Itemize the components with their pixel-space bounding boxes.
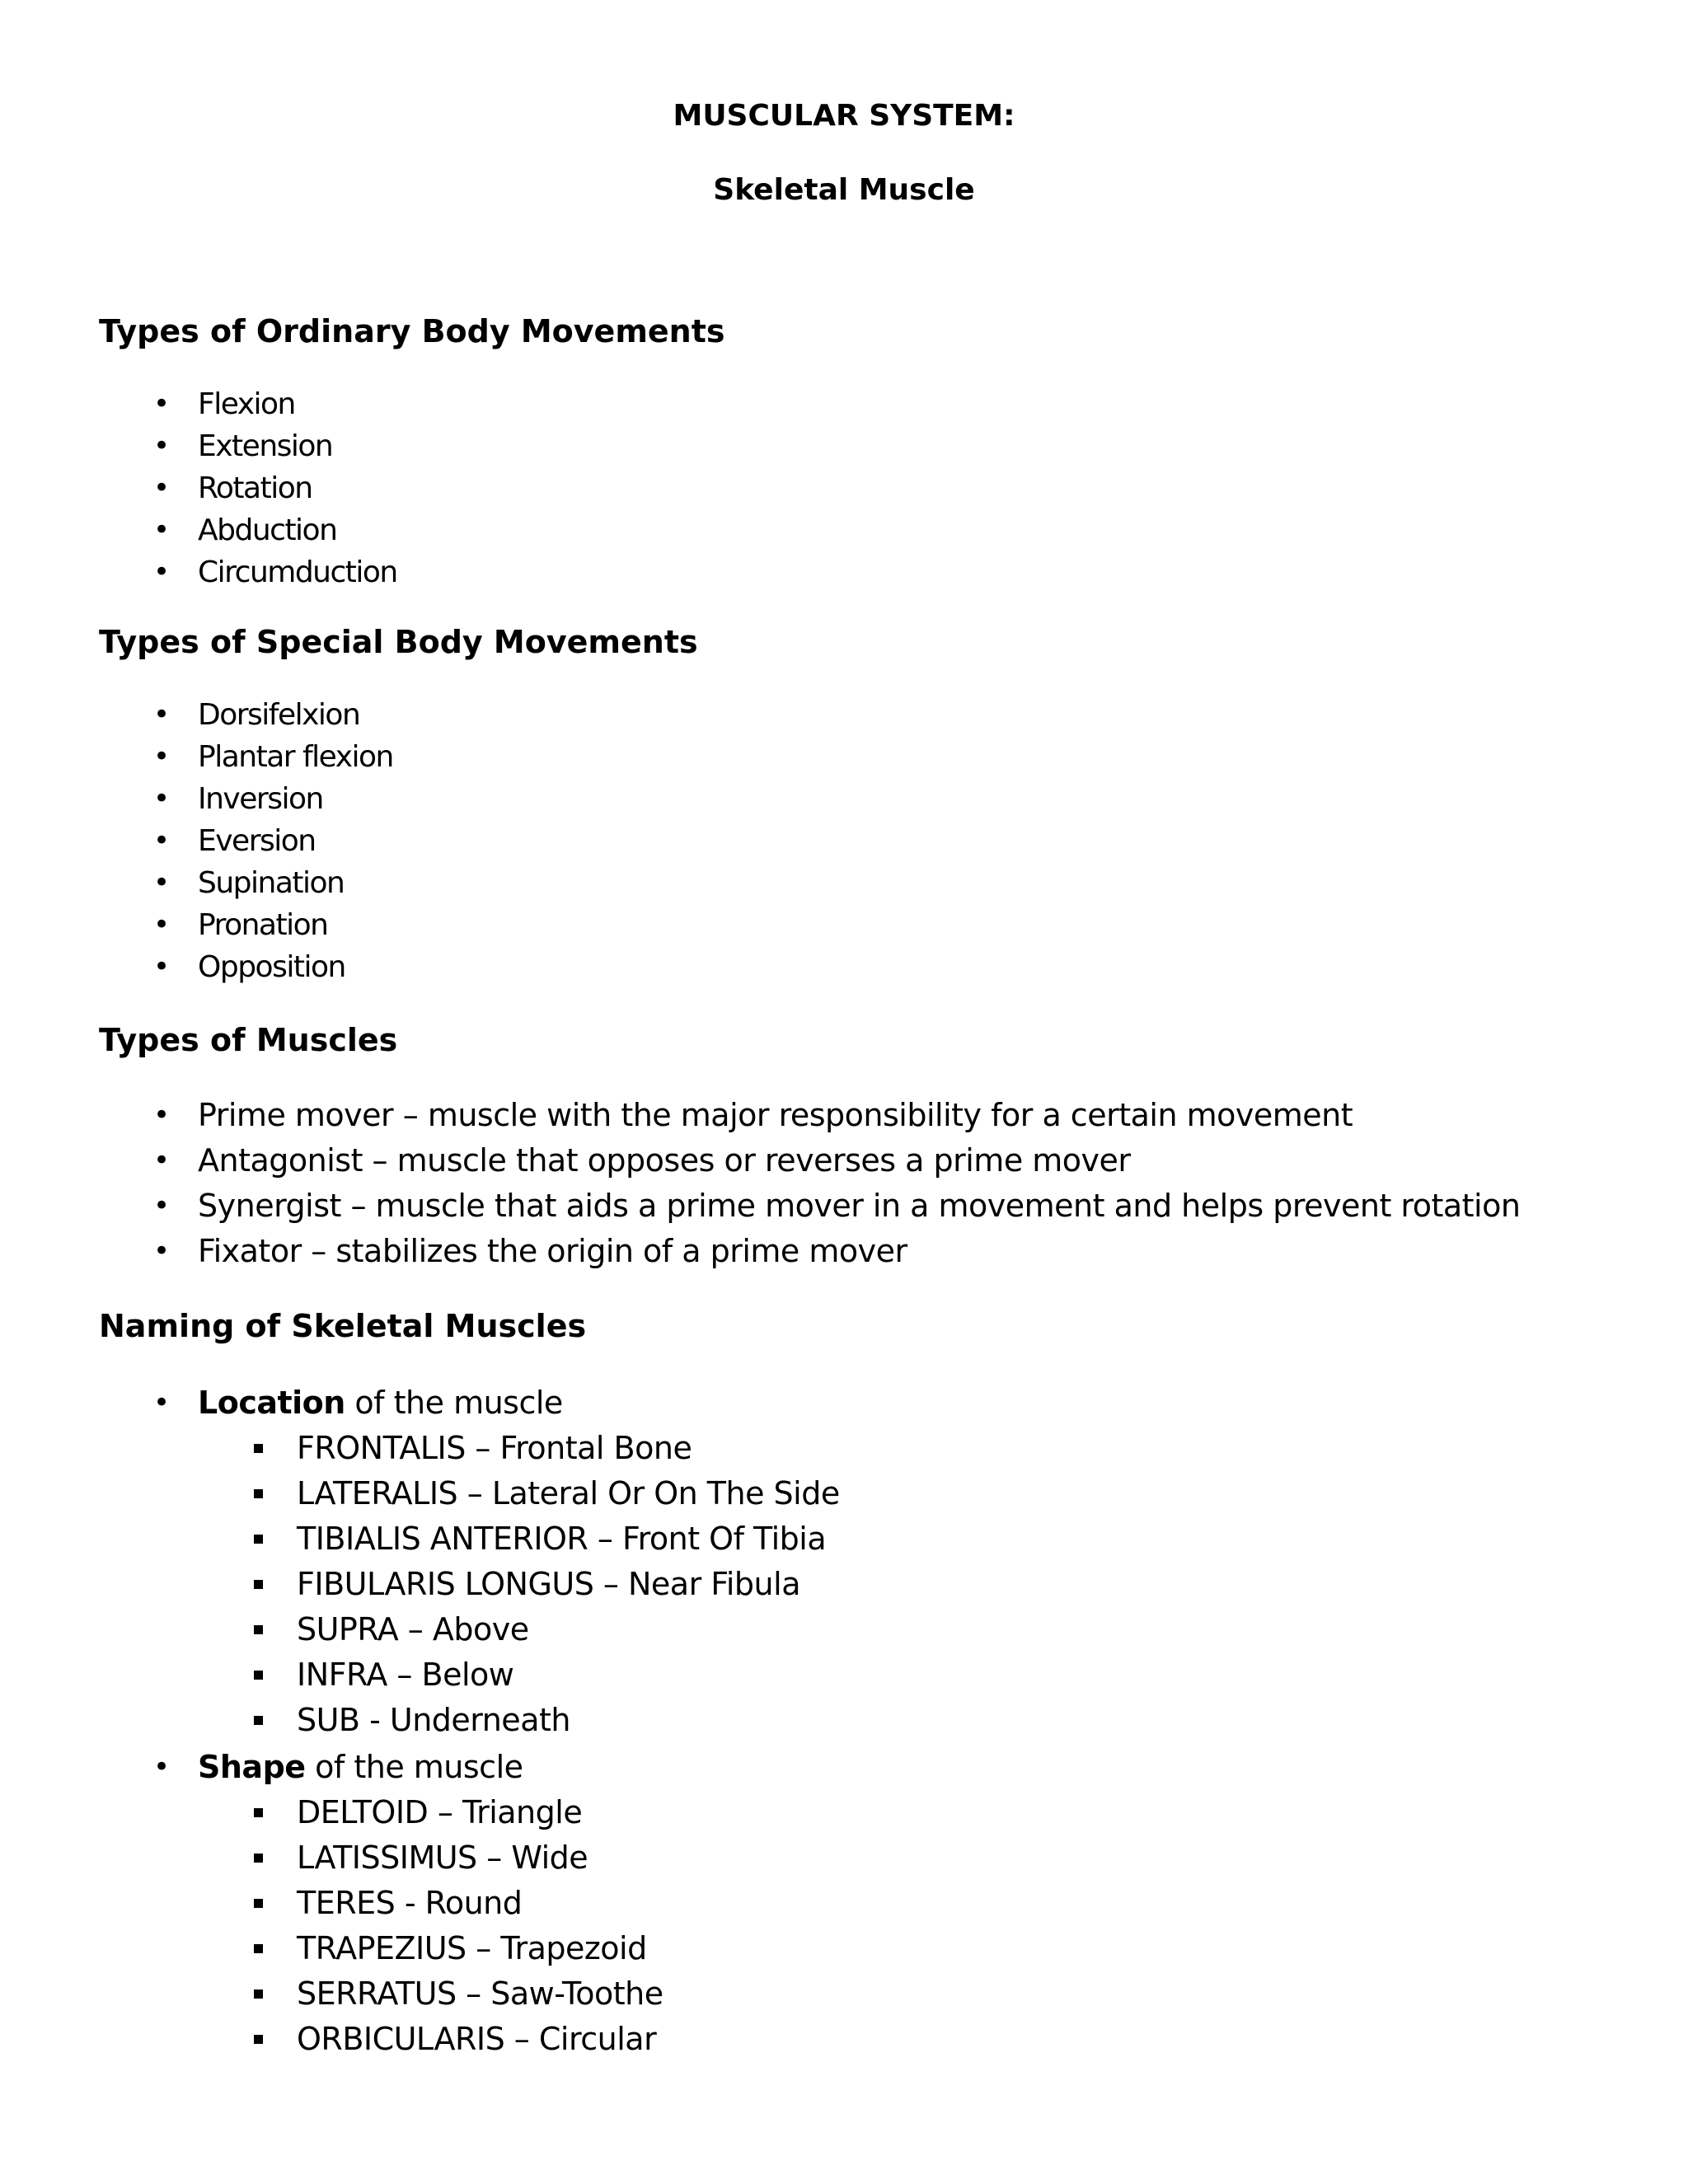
list-item: • Fixator – stabilizes the origin of a prime mover	[198, 1229, 1520, 1274]
list-item: • Inversion	[198, 778, 393, 820]
square-bullet-icon	[254, 1944, 263, 1953]
list-item: FIBULARIS LONGUS – Near Fibula	[297, 1562, 840, 1607]
list-item: • Flexion	[198, 383, 397, 425]
bullet-icon: •	[153, 387, 171, 420]
types-of-muscles-list	[153, 1093, 1521, 1274]
square-bullet-icon	[254, 1990, 263, 1999]
list-item-shape: • Shape of the muscle	[198, 1745, 523, 1790]
list-item: LATISSIMUS – Wide	[297, 1835, 663, 1881]
square-bullet-icon	[254, 1854, 263, 1863]
location-sublist	[198, 1426, 840, 1743]
document-title: MUSCULAR SYSTEM:	[673, 99, 1015, 133]
special-movements-list	[153, 694, 393, 988]
list-item-location: • Location of the muscle	[198, 1380, 563, 1426]
document-subtitle: Skeletal Muscle	[713, 173, 975, 207]
square-bullet-icon	[254, 1580, 263, 1589]
bullet-icon: •	[153, 513, 171, 546]
bullet-icon: •	[153, 866, 171, 899]
shape-examples-list	[198, 1790, 663, 2062]
square-bullet-icon	[254, 1808, 263, 1817]
list-item: TIBIALIS ANTERIOR – Front Of Tibia	[297, 1516, 840, 1562]
list-item: SUB - Underneath	[297, 1698, 840, 1743]
bullet-icon: •	[153, 698, 171, 731]
bullet-icon: •	[153, 1235, 171, 1268]
list-item: • Abduction	[198, 509, 397, 551]
list-item: • Extension	[198, 425, 397, 467]
list-item: • Synergist – muscle that aids a prime mover in a movement and helps prevent rotation	[198, 1183, 1520, 1229]
bullet-icon: •	[153, 429, 171, 462]
section-heading-special-movements: Types of Special Body Movements	[99, 624, 698, 660]
bullet-icon: •	[153, 824, 171, 857]
list-item: SERRATUS – Saw-Toothe	[297, 1971, 663, 2017]
list-item: • Rotation	[198, 467, 397, 509]
bullet-icon: •	[153, 471, 171, 504]
bullet-icon: •	[153, 555, 171, 588]
bullet-icon: •	[153, 1750, 171, 1783]
term-shape: Shape	[198, 1749, 306, 1785]
list-item: LATERALIS – Lateral Or On The Side	[297, 1471, 840, 1516]
list-item: • Eversion	[198, 820, 393, 862]
list-item: INFRA – Below	[297, 1652, 840, 1698]
section-heading-types-of-muscles: Types of Muscles	[99, 1022, 398, 1058]
square-bullet-icon	[254, 1535, 263, 1544]
list-item: • Antagonist – muscle that opposes or reverses a prime mover	[198, 1138, 1520, 1183]
list-item: • Opposition	[198, 946, 393, 988]
square-bullet-icon	[254, 1489, 263, 1498]
term-location: Location	[198, 1385, 345, 1421]
section-heading-ordinary-movements: Types of Ordinary Body Movements	[99, 313, 725, 349]
square-bullet-icon	[254, 1444, 263, 1453]
location-examples-list	[198, 1426, 840, 1743]
square-bullet-icon	[254, 1716, 263, 1725]
list-item: • Dorsifelxion	[198, 694, 393, 736]
list-item: • Circumduction	[198, 551, 397, 593]
bullet-icon: •	[153, 950, 171, 983]
square-bullet-icon	[254, 1625, 263, 1634]
bullet-icon: •	[153, 1099, 171, 1132]
bullet-icon: •	[153, 1189, 171, 1222]
ordinary-movements-list	[153, 383, 397, 593]
shape-list	[153, 1745, 523, 1790]
list-item: • Supination	[198, 862, 393, 904]
square-bullet-icon	[254, 2035, 263, 2044]
list-item: SUPRA – Above	[297, 1607, 840, 1652]
square-bullet-icon	[254, 1671, 263, 1680]
list-item: TRAPEZIUS – Trapezoid	[297, 1926, 663, 1971]
bullet-icon: •	[153, 1144, 171, 1177]
bullet-icon: •	[153, 782, 171, 815]
list-item: ORBICULARIS – Circular	[297, 2017, 663, 2062]
bullet-icon: •	[153, 908, 171, 941]
list-item: FRONTALIS – Frontal Bone	[297, 1426, 840, 1471]
list-item: • Plantar flexion	[198, 736, 393, 778]
square-bullet-icon	[254, 1899, 263, 1908]
bullet-icon: •	[153, 1386, 171, 1419]
list-item: • Prime mover – muscle with the major responsibility for a certain movement	[198, 1093, 1520, 1138]
shape-sublist	[198, 1790, 663, 2062]
bullet-icon: •	[153, 740, 171, 773]
list-item: TERES - Round	[297, 1881, 663, 1926]
list-item: • Pronation	[198, 904, 393, 946]
naming-muscles-list	[153, 1380, 563, 1426]
list-item: DELTOID – Triangle	[297, 1790, 663, 1835]
section-heading-naming-muscles: Naming of Skeletal Muscles	[99, 1308, 587, 1344]
